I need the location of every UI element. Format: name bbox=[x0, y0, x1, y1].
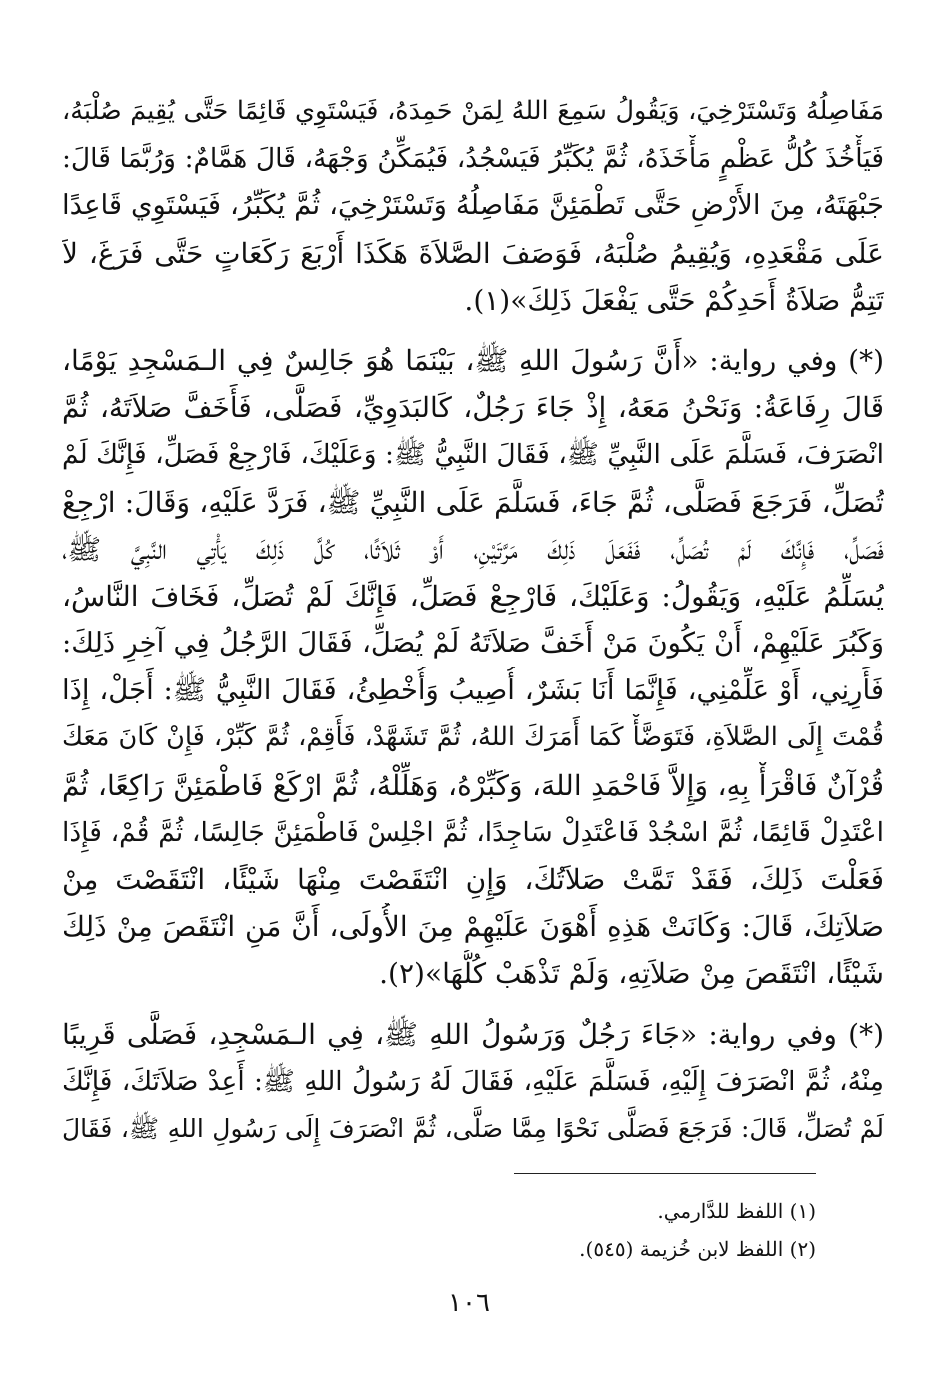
text-line: قَالَ رِفَاعَةُ: وَنَحْنُ مَعَهُ، إِذْ جَاءَ رَجُلٌ، كَالبَدَوِيِّ، فَصَلَّى، فَأَخَفَّ صَلاَتَهُ، ثُمَّ bbox=[62, 391, 884, 425]
text-line: مَفَاصِلُهُ وَتَسْتَرْخِيَ، وَيَقُولُ سَمِعَ اللهُ لِمَنْ حَمِدَهُ، فَيَسْتَوِي قَائِمًا حَتَّى يُقِيمَ صُلْبَهُ، bbox=[62, 96, 884, 126]
text-line: مِنْهُ، ثُمَّ انْصَرَفَ إِلَيْهِ، فَسَلَّمَ عَلَيْهِ، فَقَالَ لَهُ رَسُولُ اللهِ ﷺ: أَعِدْ صَلاَتَكَ، فَإِنَّكَ bbox=[62, 1065, 884, 1097]
footnote-1: (١) اللفظ للدَّارمي. bbox=[657, 1199, 816, 1223]
text-line: عَلَى مَقْعَدِهِ، وَيُقِيمُ صُلْبَهُ، فَوَصَفَ الصَّلاَةَ هَكَذَا أَرْبَعَ رَكَعَاتٍ حَتَّى فَرَغَ، لاَ bbox=[62, 236, 884, 270]
text-line: فَعَلْتَ ذَلِكَ، فَقَدْ تَمَّتْ صَلاَتُكَ، وَإِنِ انْتَقَصْتَ مِنْهَا شَيْئًا، انْتَقَصْتَ مِنْ bbox=[62, 863, 884, 896]
text-line: فَيَأْخُذَ كُلُّ عَظْمٍ مَأْخَذَهُ، ثُمَّ يُكَبِّرُ فَيَسْجُدُ، فَيُمَكِّنُ وَجْهَهُ، قَالَ هَمَّامٌ: وَرُبَّمَا قَالَ: bbox=[62, 143, 884, 175]
paragraph-gap bbox=[62, 998, 884, 1011]
body-text bbox=[62, 88, 884, 1152]
text-line: فَأَرِنِي، أَوْ عَلِّمْنِي، فَإِنَّمَا أَنَا بَشَرٌ، أُصِيبُ وَأُخْطِئُ، فَقَالَ النَّبِيُّ ﷺ: أَجَلْ، إِذَا bbox=[62, 674, 884, 707]
paragraph-2 bbox=[62, 337, 884, 998]
paragraph-3 bbox=[62, 1011, 884, 1153]
text-line: شَيْئًا، انْتَقَصَ مِنْ صَلاَتِهِ، وَلَمْ تَذْهَبْ كُلُّهَا»(٢). bbox=[379, 957, 884, 991]
text-line: قُرْآنٌ فَاقْرَأْ بِهِ، وَإِلاَّ فَاحْمَدِ اللهَ، وَكَبِّرْهُ، وَهَلِّلْهُ، ثُمَّ ارْكَعْ فَاطْمَئِنَّ رَاكِعًا، ثُمَّ bbox=[62, 768, 884, 802]
text-line: قُمْتَ إِلَى الصَّلاَةِ، فَتَوَضَّأْ كَمَا أَمَرَكَ اللهُ، ثُمَّ تَشَهَّدْ، فَأَقِمْ، ثُمَّ كَبِّرْ، فَإِنْ كَانَ مَعَكَ bbox=[62, 722, 884, 753]
page-number: ١٠٦ bbox=[448, 1288, 490, 1318]
footnote-separator bbox=[514, 1173, 816, 1174]
text-line: (*) وفي رواية: «أَنَّ رَسُولَ اللهِ ﷺ، بَيْنَمَا هُوَ جَالِسٌ فِي الـمَسْجِدِ يَوْمًا، bbox=[62, 343, 884, 377]
text-line: جَبْهَتَهُ، مِنَ الأَرْضِ حَتَّى تَطْمَئِنَّ مَفَاصِلُهُ وَتَسْتَرْخِيَ، ثُمَّ يُكَبِّرُ، فَيَسْتَوِي قَاعِدًا bbox=[62, 189, 884, 222]
text-line: يُسَلِّمُ عَلَيْهِ، وَيَقُولُ: وَعَلَيْكَ، فَارْجِعْ فَصَلِّ، فَإِنَّكَ لَمْ تُصَلِّ، فَخَافَ النَّاسُ، bbox=[62, 579, 884, 613]
text-line: انْصَرَفَ، فَسَلَّمَ عَلَى النَّبِيِّ ﷺ، فَقَالَ النَّبِيُّ ﷺ: وَعَلَيْكَ، فَارْجِعْ فَصَلِّ، فَإِنَّكَ لَمْ bbox=[62, 439, 884, 471]
paragraph-1 bbox=[62, 88, 884, 324]
text-line: اعْتَدِلْ قَائِمًا، ثُمَّ اسْجُدْ فَاعْتَدِلْ سَاجِدًا، ثُمَّ اجْلِسْ فَاطْمَئِنَّ جَالِسًا، ثُمَّ قُمْ، فَإِذَا bbox=[62, 816, 884, 848]
footnotes bbox=[300, 1192, 816, 1268]
text-line: فَصَلِّ، فَإِنَّكَ لَمْ تُصَلِّ، فَفَعَلَ ذَلِكَ مَرَّتَيْنِ، أَوْ ثَلاَثًا، كُلَّ ذَلِكَ يَأْتِي النَّبِيَّ ﷺ، bbox=[62, 532, 884, 566]
paragraph-gap bbox=[62, 324, 884, 337]
text-line: تَتِمُّ صَلاَةُ أَحَدِكُمْ حَتَّى يَفْعَلَ ذَلِكَ»(١). bbox=[464, 283, 884, 317]
text-line: صَلاَتِكَ، قَالَ: وَكَانَتْ هَذِهِ أَهْوَنَ عَلَيْهِمْ مِنَ الأُولَى، أَنَّ مَنِ انْتَقَصَ مِنْ ذَلِكَ bbox=[62, 910, 884, 944]
footnote-2: (٢) اللفظ لابن خُزيمة (٥٤٥). bbox=[579, 1237, 816, 1261]
text-line: تُصَلِّ، فَرَجَعَ فَصَلَّى، ثُمَّ جَاءَ، فَسَلَّمَ عَلَى النَّبِيِّ ﷺ، فَرَدَّ عَلَيْهِ، وَقَالَ: ارْجِعْ bbox=[62, 485, 884, 519]
text-line: لَمْ تُصَلِّ، قَالَ: فَرَجَعَ فَصَلَّى نَحْوًا مِمَّا صَلَّى، ثُمَّ انْصَرَفَ إِلَى رَسُولِ اللهِ ﷺ، فَقَالَ bbox=[62, 1113, 884, 1143]
text-line: (*) وفي رواية: «جَاءَ رَجُلٌ وَرَسُولُ اللهِ ﷺ، فِي الـمَسْجِدِ، فَصَلَّى قَرِيبًا bbox=[62, 1017, 884, 1051]
text-line: وَكَبُرَ عَلَيْهِمْ، أَنْ يَكُونَ مَنْ أَخَفَّ صَلاَتَهُ لَمْ يُصَلِّ، فَقَالَ الرَّجُلُ فِي آخِرِ ذَلِكَ: bbox=[62, 627, 884, 660]
